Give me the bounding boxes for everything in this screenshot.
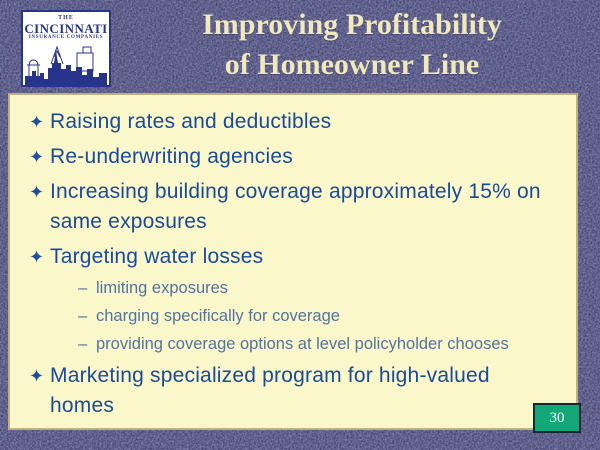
bullet-item (29, 177, 555, 237)
star-bullet-icon: ✦ (29, 366, 45, 386)
bullet-list (10, 95, 576, 421)
bullet-item (29, 242, 564, 272)
bullet-item (29, 142, 564, 172)
dash-bullet-icon: – (78, 279, 88, 297)
logo-subtitle: INSURANCE COMPANIES (28, 35, 104, 40)
slide-title (112, 5, 592, 85)
logo-the-text: THE (58, 15, 74, 21)
sub-bullet-item (32, 277, 564, 299)
dash-bullet-icon: – (78, 335, 88, 353)
bullet-text: Marketing specialized program for high-valued homes (50, 364, 490, 417)
bullet-text: Increasing building coverage approximately 15% on same exposures (50, 180, 541, 233)
sub-bullet-text: providing coverage options at level policyholder chooses (96, 335, 509, 353)
star-bullet-icon: ✦ (29, 147, 45, 167)
sub-bullet-item (32, 333, 564, 355)
page-number: 30 (549, 410, 565, 426)
title-line-1: Improving Profitability (202, 8, 502, 41)
star-bullet-icon: ✦ (29, 247, 45, 267)
title-line-2: of Homeowner Line (224, 48, 480, 81)
dash-bullet-icon: – (78, 307, 88, 325)
bullet-text: Re-underwriting agencies (50, 145, 293, 168)
bullet-text: Targeting water losses (50, 245, 264, 268)
slide-header (0, 0, 600, 93)
sub-bullet-text: charging specifically for coverage (96, 307, 340, 325)
company-logo (21, 10, 111, 87)
bullet-item (29, 107, 564, 137)
bullet-text: Raising rates and deductibles (50, 110, 332, 133)
content-panel (8, 93, 578, 430)
star-bullet-icon: ✦ (29, 182, 45, 202)
logo-company-name: CINCINNATI (24, 21, 108, 36)
city-skyline-icon (25, 43, 107, 85)
sub-bullet-text: limiting exposures (96, 279, 229, 297)
sub-bullet-item (32, 305, 564, 327)
star-bullet-icon: ✦ (29, 112, 45, 132)
page-number-badge (533, 403, 581, 433)
bullet-item (29, 361, 510, 421)
